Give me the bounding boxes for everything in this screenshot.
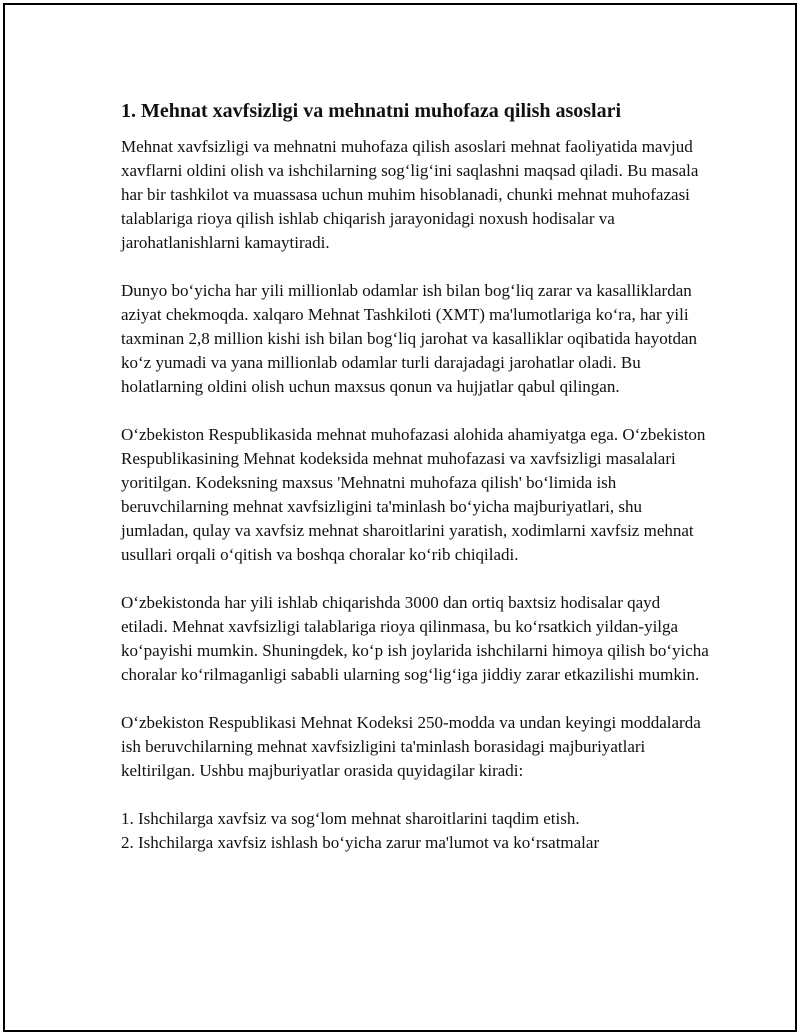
section-heading: 1. Mehnat xavfsizligi va mehnatni muhofaza qilish asoslari [121, 100, 622, 122]
paragraph-intro: Mehnat xavfsizligi va mehnatni muhofaza qilish asoslari mehnat faoliyatida mavjud xavflarni oldini olish va ishchilarning sog‘lig‘ini saqlashni maqsad qiladi. Bu masala har bir tashkilot va muassasa uchun muhim hisoblanadi, chunki mehnat muhofazasi talablariga rioya qilish ishlab chiqarish jarayonidagi noxush hodisalar va jarohatlanishlarni kamaytiradi. [121, 137, 699, 252]
paragraph-uzbekistan-accidents: O‘zbekistonda har yili ishlab chiqarishda 3000 dan ortiq baxtsiz hodisalar qayd etiladi. Mehnat xavfsizligi talablariga rioya qilinmasa, bu ko‘rsatkich yildan-yilga ko‘payishi mumkin. Shuningdek, ko‘p ish joylarida ishchilarni himoya qilish bo‘yicha choralar ko‘rilmaganligi sababli ularning sog‘lig‘iga jiddiy zarar etkazilishi mumkin. [121, 593, 709, 684]
paragraph-employer-obligations: O‘zbekiston Respublikasi Mehnat Kodeksi 250-modda va undan keyingi moddalarda ish beruvchilarning mehnat xavfsizligini ta'minlash borasidagi majburiyatlari keltirilgan. Ushbu majburiyatlar orasida quyidagilar kiradi: [121, 713, 701, 780]
list-item: 2. Ishchilarga xavfsiz ishlash bo‘yicha zarur ma'lumot va ko‘rsatmalar [121, 833, 600, 852]
obligations-list [121, 807, 711, 855]
list-item: 1. Ishchilarga xavfsiz va sog‘lom mehnat sharoitlarini taqdim etish. [121, 809, 580, 828]
page-frame [3, 3, 797, 1032]
paragraph-world-statistics: Dunyo bo‘yicha har yili millionlab odamlar ish bilan bog‘liq zarar va kasalliklardan aziyat chekmoqda. xalqaro Mehnat Tashkiloti (XMT) ma'lumotlariga ko‘ra, har yili taxminan 2,8 million kishi ish bilan bog‘liq jarohat va kasalliklar oqibatida hayotdan ko‘z yumadi va yana millionlab odamlar turli darajadagi jarohatlar oladi. Bu holatlarning oldini olish uchun maxsus qonun va hujjatlar qabul qilingan. [121, 281, 697, 396]
document-body [121, 98, 711, 855]
paragraph-uzbekistan-labor-code: O‘zbekiston Respublikasida mehnat muhofazasi alohida ahamiyatga ega. O‘zbekiston Respublikasining Mehnat kodeksida mehnat muhofazasi va xavfsizligi masalalari yoritilgan. Kodeksning maxsus 'Mehnatni muhofaza qilish' bo‘limida ish beruvchilarning mehnat xavfsizligini ta'minlash bo‘yicha majburiyatlari, shu jumladan, qulay va xavfsiz mehnat sharoitlarini yaratish, xodimlarni xavfsiz mehnat usullari orqali o‘qitish va boshqa choralar ko‘rib chiqiladi. [121, 425, 706, 564]
